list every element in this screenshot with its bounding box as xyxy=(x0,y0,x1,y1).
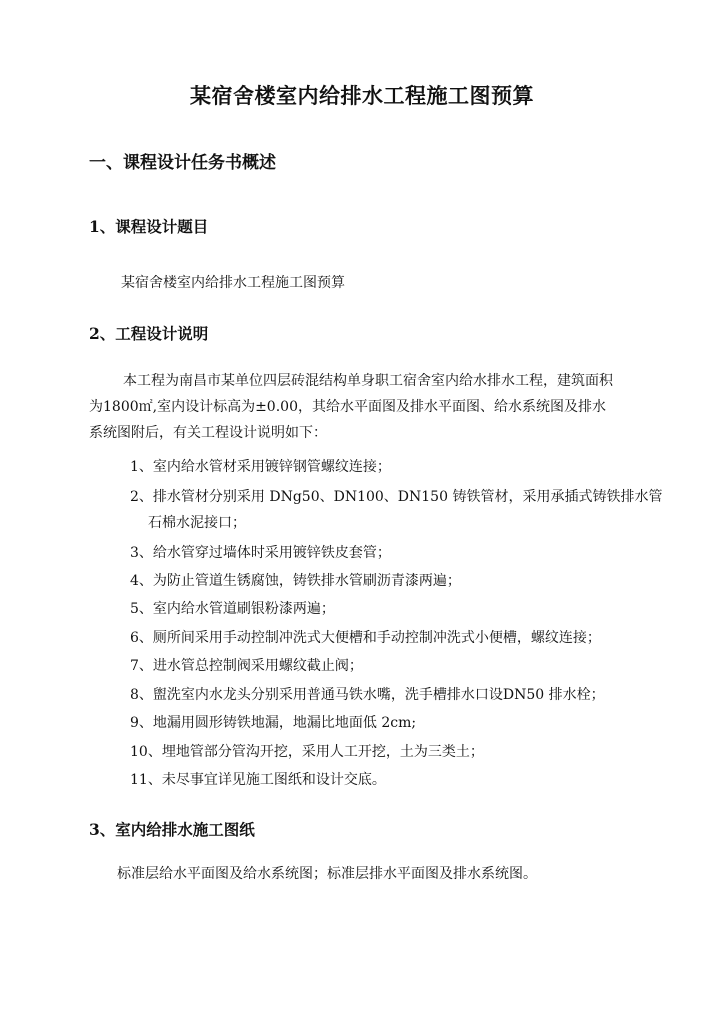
subsection-heading-2: 2、工程设计说明 xyxy=(89,324,209,343)
subsection-1-text: 某宿舍楼室内给排水工程施工图预算 xyxy=(121,275,345,291)
list-item: 6、厕所间采用手动控制冲洗式大便槽和手动控制冲洗式小便槽，螺纹连接； xyxy=(130,630,601,646)
page-title: 某宿舍楼室内给排水工程施工图预算 xyxy=(190,83,534,108)
list-item: 2、排水管材分别采用 DNg50、DN100、DN150 铸铁管材，采用承插式铸铁排水管 xyxy=(130,489,663,505)
subsection-heading-1: 1、课程设计题目 xyxy=(89,217,209,236)
list-item: 10、埋地管部分管沟开挖，采用人工开挖，土为三类土； xyxy=(130,744,484,760)
intro-line: 为1800㎡,室内设计标高为±0.00，其给水平面图及排水平面图、给水系统图及排水 xyxy=(89,399,606,415)
intro-line: 系统图附后，有关工程设计说明如下： xyxy=(89,425,327,441)
list-item: 1、室内给水管材采用镀锌钢管螺纹连接； xyxy=(130,459,391,475)
subsection-3-text: 标准层给水平面图及给水系统图；标准层排水平面图及排水系统图。 xyxy=(117,866,537,882)
list-item: 9、地漏用圆形铸铁地漏，地漏比地面低 2cm; xyxy=(130,715,417,731)
section-heading-1: 一、课程设计任务书概述 xyxy=(89,153,276,173)
list-item: 11、未尽事宜详见施工图纸和设计交底。 xyxy=(130,772,386,788)
intro-line: 本工程为南昌市某单位四层砖混结构单身职工宿舍室内给水排水工程，建筑面积 xyxy=(123,373,613,389)
list-item: 8、盥洗室内水龙头分别采用普通马铁水嘴，洗手槽排水口设DN50 排水栓； xyxy=(130,687,605,703)
design-intro-paragraph xyxy=(89,368,649,446)
list-item: 3、给水管穿过墙体时采用镀锌铁皮套管； xyxy=(130,545,391,561)
list-item: 石棉水泥接口； xyxy=(148,515,246,531)
list-item: 5、室内给水管道刷银粉漆两遍； xyxy=(130,601,335,617)
subsection-heading-3: 3、室内给排水施工图纸 xyxy=(89,820,255,839)
list-item: 4、为防止管道生锈腐蚀，铸铁排水管刷沥青漆两遍； xyxy=(130,573,461,589)
list-item: 7、进水管总控制阀采用螺纹截止阀； xyxy=(130,658,363,674)
